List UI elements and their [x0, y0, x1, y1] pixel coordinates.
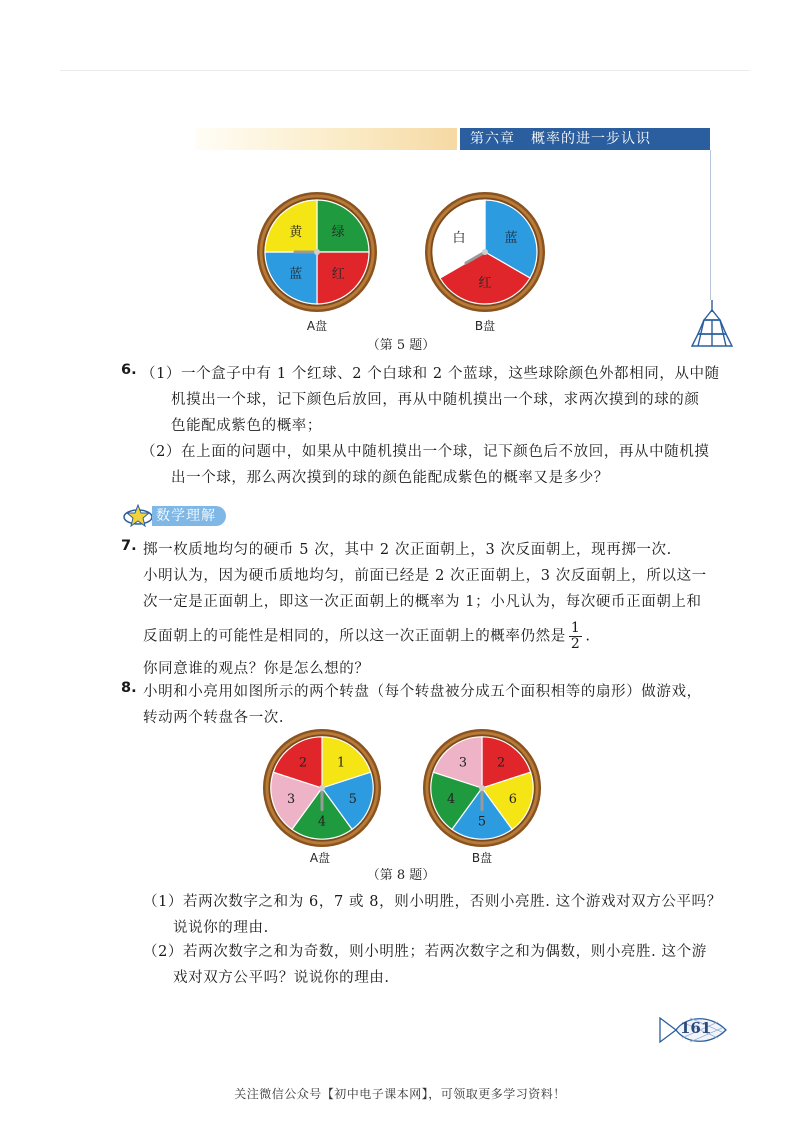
text-line: 出一个球，那么两次摸到的球的颜色能配成紫色的概率又是多少？	[171, 470, 609, 486]
page-number: 161	[680, 1019, 712, 1037]
text-line: 色能配成紫色的概率；	[171, 418, 322, 434]
figure-caption: （第 5 题）	[366, 338, 436, 353]
problem-7-text	[143, 537, 707, 682]
sector-label: 2	[497, 755, 506, 771]
figure-caption: （第 8 题）	[366, 868, 436, 883]
header-decoration	[195, 128, 457, 150]
sector-label: 绿	[331, 224, 345, 240]
spinner-a-caption: A盘	[309, 851, 331, 865]
text-line: 说说你的理由.	[173, 920, 269, 936]
text-line: （2）在上面的问题中，如果从中随机摸出一个球，记下颜色后不放回，再从中随机摸	[141, 444, 710, 460]
sector-label: 4	[447, 791, 456, 807]
page-edge	[60, 70, 750, 71]
text-segment: 反面朝上的可能性是相同的，所以这一次正面朝上的概率仍然是	[143, 628, 566, 645]
sector-label: 6	[508, 791, 517, 807]
sector-label: 5	[348, 791, 357, 807]
spinner-b-caption: B盘	[471, 851, 493, 865]
chapter-number: 第六章	[470, 131, 515, 147]
footer-note: 关注微信公众号【初中电子课本网】，可领取更多学习资料！	[234, 1087, 566, 1101]
problem-number: 7.	[121, 538, 137, 554]
problem-8-part-2	[143, 939, 707, 991]
fraction-denominator: 2	[570, 636, 581, 652]
spinner-a-caption: A盘	[306, 319, 328, 333]
text-line: （2）若两次数字之和为奇数，则小明胜；若两次数字之和为偶数，则小亮胜. 这个游	[143, 944, 707, 960]
text-line: 小明和小亮用如图所示的两个转盘（每个转盘被分成五个面积相等的扇形）做游戏，	[143, 684, 702, 700]
sector-label: 3	[458, 755, 467, 771]
problem-6-part-2	[141, 439, 710, 491]
problem-6-part-1	[141, 361, 720, 439]
chapter-title: 概率的进一步认识	[531, 131, 651, 147]
spinner-b-caption: B盘	[474, 319, 496, 333]
sector-label: 黄	[289, 224, 303, 240]
text-line: 掷一枚质地均匀的硬币 5 次，其中 2 次正面朝上，3 次反面朝上，现再掷一次.	[143, 542, 672, 558]
tower-icon	[690, 298, 734, 350]
problem-8-part-1	[143, 889, 722, 941]
sector-label: 2	[298, 755, 307, 771]
fraction-numerator: 1	[570, 620, 581, 636]
sector-label: 蓝	[289, 267, 303, 283]
problem-number: 8.	[121, 680, 137, 696]
sector-label: 1	[337, 755, 346, 771]
text-line: 转动两个转盘各一次.	[143, 710, 285, 726]
spinner-b-fig5	[423, 190, 547, 314]
problem-8-text	[143, 679, 702, 731]
chapter-header	[460, 128, 710, 150]
sector-label: 白	[452, 231, 466, 246]
spinner-hub	[319, 785, 325, 791]
section-title: 数学理解	[152, 506, 226, 526]
margin-line	[710, 150, 711, 300]
spinner-b-fig8	[421, 727, 543, 849]
sector-label: 3	[287, 791, 296, 807]
sector-label: 红	[478, 276, 492, 291]
spinner-a-fig5	[255, 190, 379, 314]
text-line: 你同意谁的观点？你是怎么想的？	[143, 661, 370, 677]
text-line: （1）一个盒子中有 1 个红球、2 个白球和 2 个蓝球，这些球除颜色外都相同，从中随	[141, 366, 720, 382]
sector-label: 蓝	[504, 231, 518, 246]
text-line: 机摸出一个球，记下颜色后放回，再从中随机摸出一个球，求两次摸到的球的颜	[171, 392, 700, 408]
sector-label: 红	[331, 267, 345, 283]
fraction	[569, 621, 583, 652]
text-line: （1）若两次数字之和为 6，7 或 8，则小明胜，否则小亮胜. 这个游戏对双方公平吗？	[143, 894, 722, 910]
sector-label: 4	[317, 814, 327, 830]
spinner-hub	[479, 785, 485, 791]
spinner-a-fig8	[261, 727, 383, 849]
text-line: 次一定是正面朝上，即这一次正面朝上的概率为 1；小凡认为，每次硬币正面朝上和	[143, 594, 702, 610]
text-line: 戏对双方公平吗？说说你的理由.	[173, 970, 390, 986]
problem-number: 6.	[121, 362, 137, 378]
text-line	[143, 621, 707, 652]
spinner-hub	[314, 249, 320, 255]
sector-label: 5	[477, 814, 487, 830]
text-segment: .	[585, 628, 591, 645]
spinner-hub	[482, 249, 488, 255]
text-line: 小明认为，因为硬币质地均匀，前面已经是 2 次正面朝上，3 次反面朝上，所以这一	[143, 568, 707, 584]
